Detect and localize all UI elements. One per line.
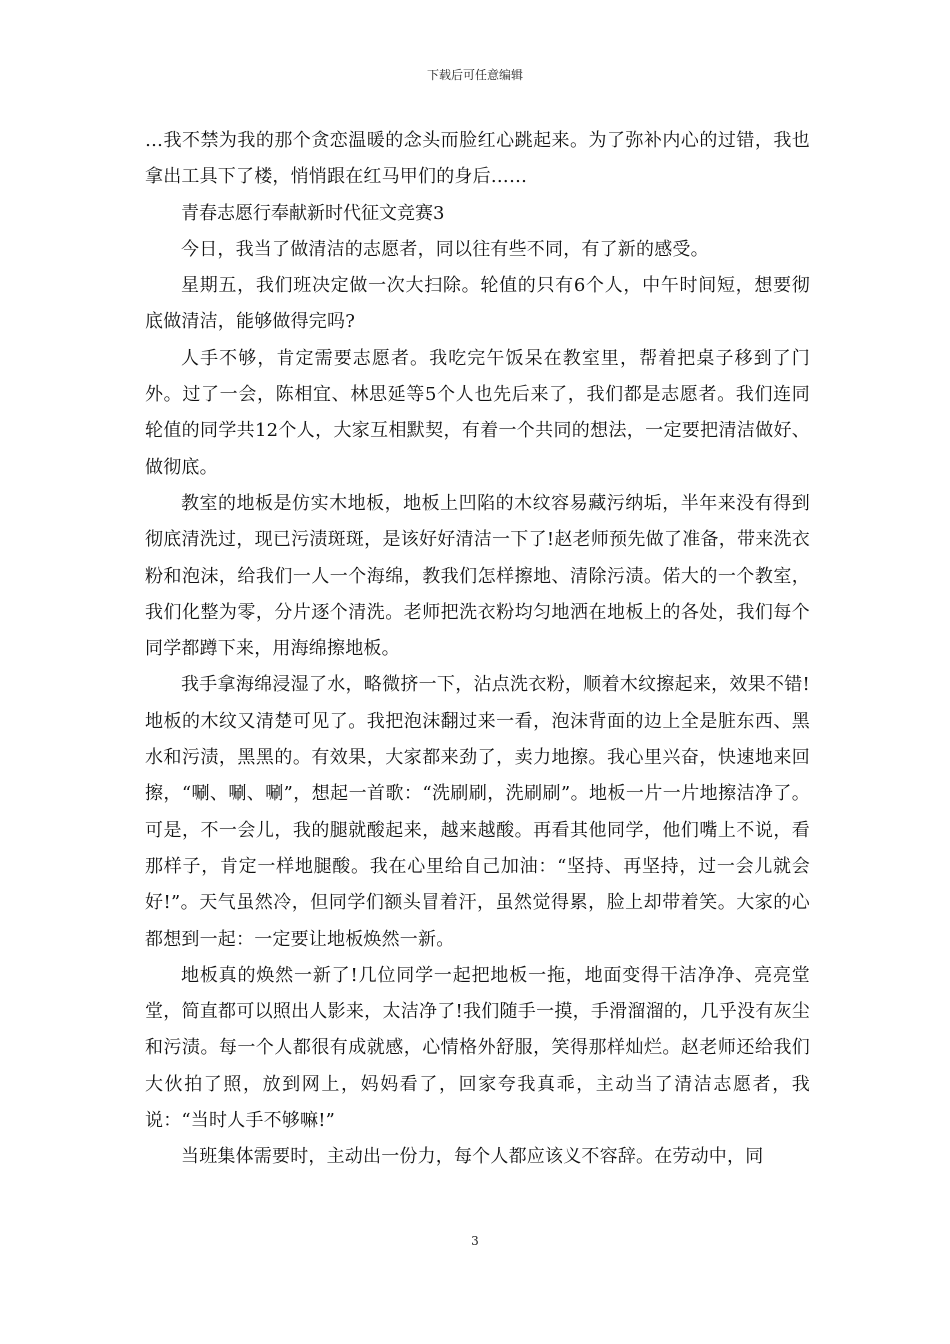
section-heading: 青春志愿行奉献新时代征文竞赛3: [181, 202, 445, 224]
page-header: 下载后可任意编辑: [426, 68, 523, 82]
paragraph: 人手不够，肯定需要志愿者。我吃完午饭呆在教室里，帮着把桌子移到了门外。过了一会，陈相宜、林思延等5个人也先后来了，我们都是志愿者。我们连同轮值的同学共12个人，大家互相默契，有着一个共同的想法，一定要把清洁做好、做彻底。: [145, 347, 810, 478]
page-number: 3: [471, 1234, 479, 1248]
paragraph: 地板真的焕然一新了!几位同学一起把地板一拖，地面变得干洁净净、亮亮堂堂，简直都可以照出人影来，太洁净了!我们随手一摸，手滑溜溜的，几乎没有灰尘和污渍。每一个人都很有成就感，心情格外舒服，笑得那样灿烂。赵老师还给我们大伙拍了照，放到网上，妈妈看了，回家夸我真乖，主动当了清洁志愿者，我说：“当时人手不够嘛!”: [145, 964, 810, 1132]
paragraph: 星期五，我们班决定做一次大扫除。轮值的只有6个人，中午时间短，想要彻底做清洁，能够做得完吗?: [145, 275, 810, 333]
paragraph-continuation: …我不禁为我的那个贪恋温暖的念头而脸红心跳起来。为了弥补内心的过错，我也拿出工具下了楼，悄悄跟在红马甲们的身后……: [145, 130, 810, 188]
paragraph: 教室的地板是仿实木地板，地板上凹陷的木纹容易藏污纳垢，半年来没有得到彻底清洗过，现已污渍斑斑，是该好好清洁一下了!赵老师预先做了准备，带来洗衣粉和泡沫，给我们一人一个海绵，教我们怎样擦地、清除污渍。偌大的一个教室，我们化整为零，分片逐个清洗。老师把洗衣粉均匀地洒在地板上的各处，我们每个同学都蹲下来，用海绵擦地板。: [145, 492, 810, 660]
paragraph: 今日，我当了做清洁的志愿者，同以往有些不同，有了新的感受。: [181, 238, 709, 260]
paragraph: 当班集体需要时，主动出一份力，每个人都应该义不容辞。在劳动中，同: [181, 1146, 764, 1168]
document-body: [145, 123, 810, 1176]
paragraph: 我手拿海绵浸湿了水，略微挤一下，沾点洗衣粉，顺着木纹擦起来，效果不错!地板的木纹又清楚可见了。我把泡沫翻过来一看，泡沫背面的边上全是脏东西、黑水和污渍，黑黑的。有效果，大家都来劲了，卖力地擦。我心里兴奋，快速地来回擦，“唰、唰、唰”，想起一首歌：“洗刷刷，洗刷刷”。地板一片一片地擦洁净了。可是，不一会儿，我的腿就酸起来，越来越酸。再看其他同学，他们嘴上不说，看那样子，肯定一样地腿酸。我在心里给自己加油：“坚持、再坚持，过一会儿就会好!”。天气虽然冷，但同学们额头冒着汗，虽然觉得累，脸上却带着笑。大家的心都想到一起：一定要让地板焕然一新。: [145, 674, 810, 950]
